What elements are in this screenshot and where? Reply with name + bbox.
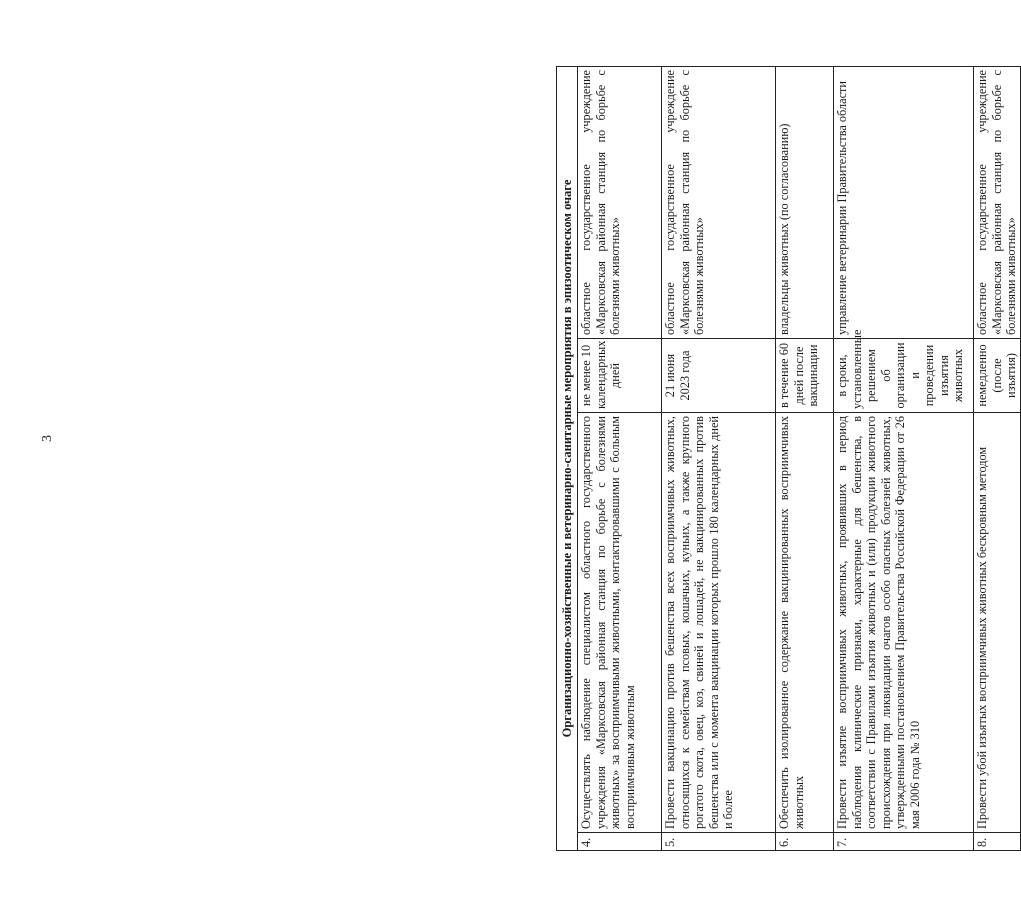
- table-row: [578, 67, 662, 851]
- table-row: [662, 67, 776, 851]
- measures-table: [556, 66, 1021, 851]
- row-action: Провести убой изъятых восприимчивых животных бескровным методом: [974, 413, 1021, 833]
- row-responsible: управление ветеринарии Правительства области: [834, 67, 974, 339]
- row-number: 8.: [974, 833, 1021, 851]
- row-number: 6.: [776, 833, 834, 851]
- row-action: Провести изъятие восприимчивых животных, проявивших в период наблюдения клинические признаки, характерные для бешенства, в соответствии с Правилами изъятия животных и (или) продукции животного происхождения при ликвидации очагов особо опасных болезней животных, утвержденными постановлением Правительства Российской Федерации от 26 мая 2006 года № 310: [834, 413, 974, 833]
- row-action: Провести вакцинацию против бешенства всех восприимчивых животных, относящихся к семействам псовых, кошачьих, куньих, а также крупного рогатого скота, овец, коз, свиней и лошадей, не вакцинированных против бешенства или с момента вакцинации которых прошло 180 календарных дней и более: [662, 413, 776, 833]
- row-responsible: областное государственное учреждение «Марксовская районная станция по борьбе с болезнями животных»: [974, 67, 1021, 339]
- table-row: [974, 67, 1021, 851]
- rotated-table-container: [556, 66, 1016, 851]
- page-number: 3: [40, 435, 55, 442]
- table-row: [776, 67, 834, 851]
- row-term: немедленно (после изъятия): [974, 339, 1021, 413]
- row-action: Обеспечить изолированное содержание вакцинированных восприимчивых животных: [776, 413, 834, 833]
- row-term: в течение 60 дней после вакцинации: [776, 339, 834, 413]
- row-term: в сроки, установленные решением об организации и проведении изъятия животных: [834, 339, 974, 413]
- row-responsible: владельцы животных (по согласованию): [776, 67, 834, 339]
- row-number: 4.: [578, 833, 662, 851]
- row-responsible: областное государственное учреждение «Марксовская районная станция по борьбе с болезнями животных»: [578, 67, 662, 339]
- row-term: не менее 10 календарных дней: [578, 339, 662, 413]
- row-action: Осуществлять наблюдение специалистом областного государственного учреждения «Марксовская районная станция по борьбе с болезнями животных» за восприимчивыми животными, контактировавшими с больным восприимчивым животным: [578, 413, 662, 833]
- row-number: 7.: [834, 833, 974, 851]
- row-responsible: областное государственное учреждение «Марксовская районная станция по борьбе с болезнями животных»: [662, 67, 776, 339]
- row-number: 5.: [662, 833, 776, 851]
- section-title: Организационно-хозяйственные и ветеринарно-санитарные мероприятия в эпизоотическом очаге: [557, 67, 578, 851]
- row-term: 21 июня 2023 года: [662, 339, 776, 413]
- table-row: [834, 67, 974, 851]
- section-header-row: [557, 67, 578, 851]
